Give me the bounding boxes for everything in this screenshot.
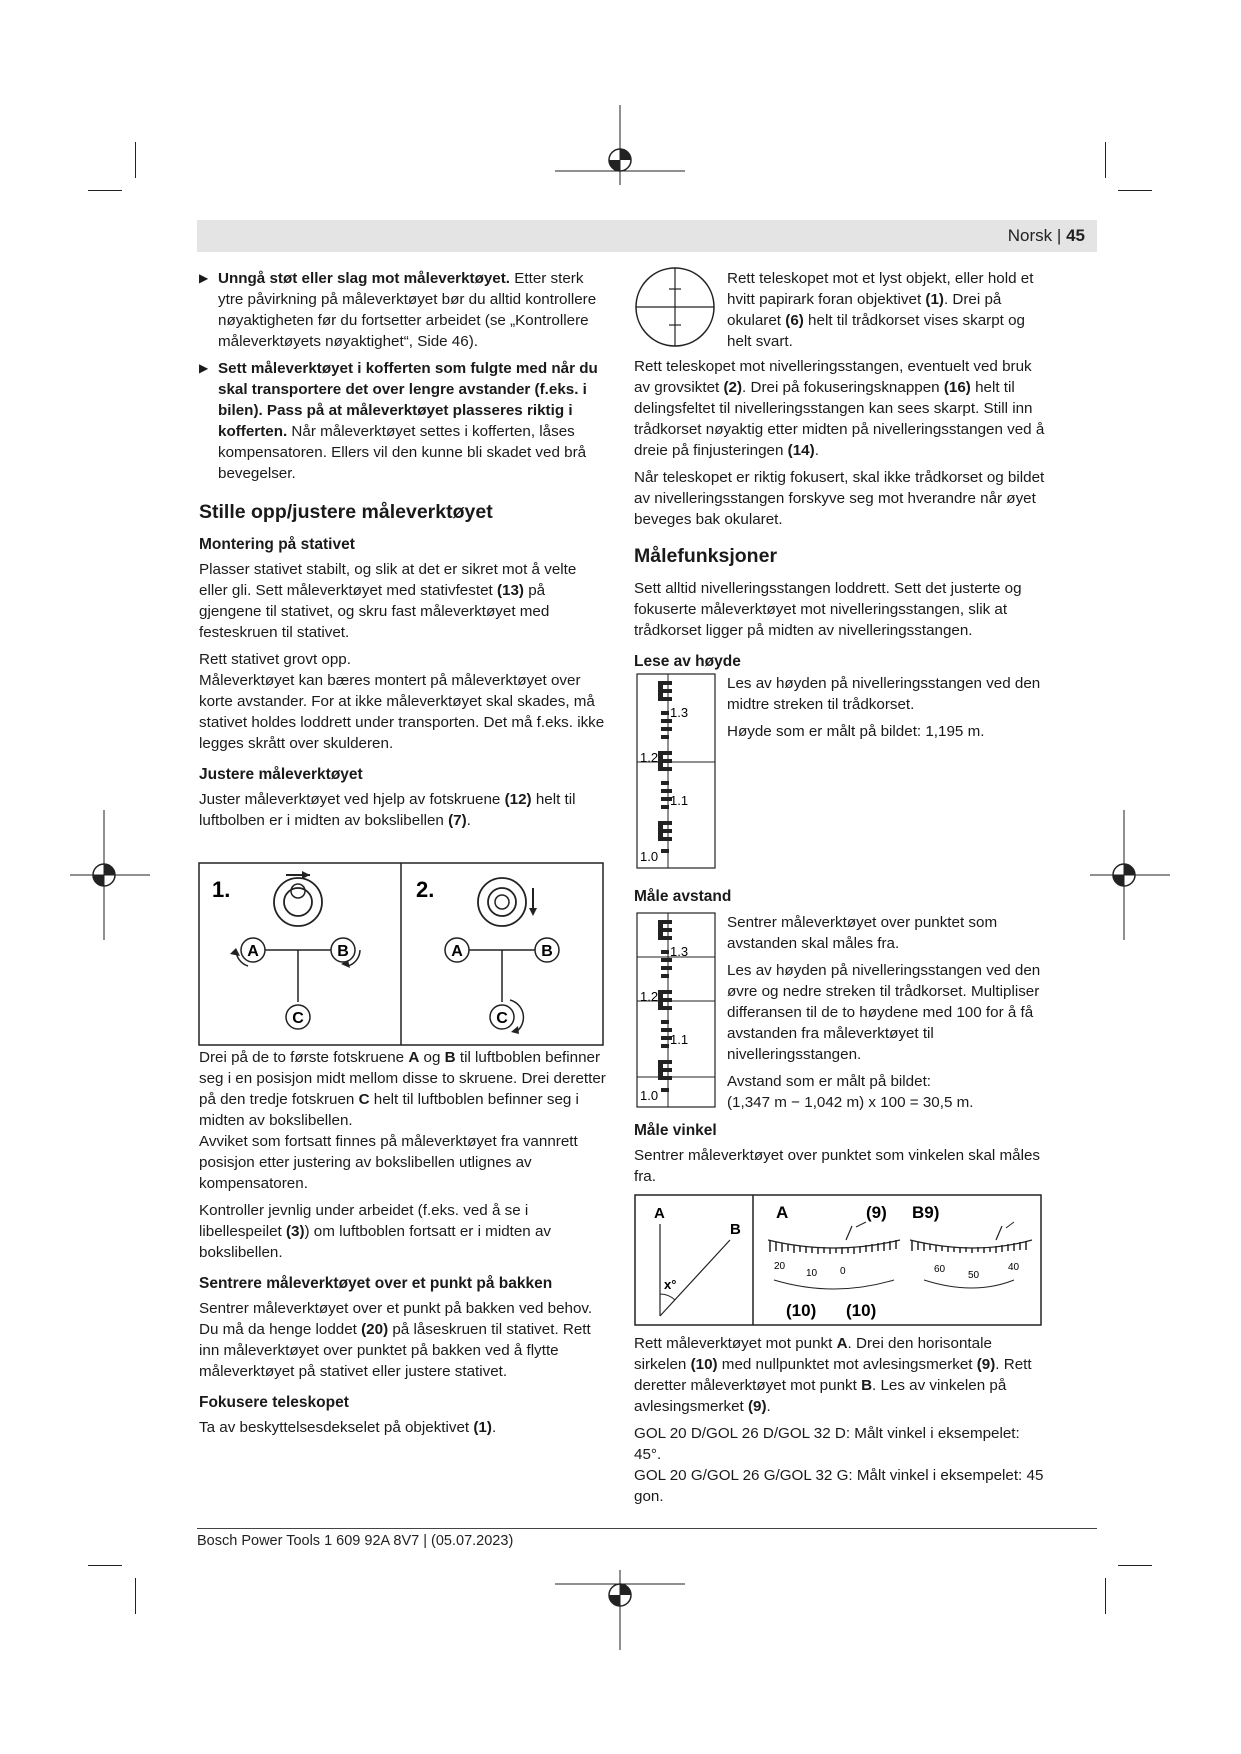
registration-mark-bottom xyxy=(555,1570,685,1650)
arrow-bullet-icon: ▶ xyxy=(199,361,209,375)
paragraph: GOL 20 G/GOL 26 G/GOL 32 G: Målt vinkel i eksempelet: 45 gon. xyxy=(634,1467,1044,1505)
right-column xyxy=(634,356,1046,676)
step-1-label: 1. xyxy=(212,877,231,902)
svg-text:B: B xyxy=(730,1221,741,1238)
registration-mark-top xyxy=(555,105,685,185)
svg-text:x°: x° xyxy=(664,1277,677,1292)
bullet-text: Etter sterk ytre påvirkning på måleverktøyet bør du alltid kontrollere nøyaktigheten før du fortsetter arbeidet (se „Kontrollere måleverktøyets nøyaktighet“, Side 46). xyxy=(218,270,597,350)
svg-text:60: 60 xyxy=(934,1264,946,1275)
svg-text:B9): B9) xyxy=(912,1203,940,1222)
crop-mark xyxy=(88,190,122,191)
paragraph: Juster måleverktøyet ved hjelp av fotskruene (12) helt til luftbolben er i midten av bokslibellen (7). xyxy=(199,791,576,829)
footer-rule xyxy=(197,1528,1097,1529)
svg-text:B: B xyxy=(541,943,553,960)
paragraph: Sentrer måleverktøyet over punktet som vinkelen skal måles fra. xyxy=(634,1147,1041,1185)
subsection-heading: Måle vinkel xyxy=(634,1122,717,1139)
leveling-figure xyxy=(198,862,604,1046)
registration-mark-left xyxy=(70,810,150,940)
svg-text:1.1: 1.1 xyxy=(670,793,689,808)
bullet-bold: Unngå støt eller slag mot måleverktøyet. xyxy=(218,270,511,287)
svg-text:1.1: 1.1 xyxy=(670,1032,689,1047)
leveling-rod-figure-distance xyxy=(636,912,716,1108)
paragraph: Drei på de to første fotskruene A og B til luftboblen befinner seg i en posisjon midt mellom disse to skruene. Drei deretter på den tredje fotskruen C helt til luftboblen befinner seg i midten av bokslibellen. xyxy=(199,1049,606,1129)
svg-text:1.2: 1.2 xyxy=(640,750,659,765)
svg-text:1.3: 1.3 xyxy=(670,944,689,959)
height-text xyxy=(727,673,1045,748)
paragraph: Sentrer måleverktøyet over et punkt på bakken ved behov. Du må da henge loddet (20) på låseskruen til stativet. Rett inn måleverktøyet over punktet på bakken ved å flytte måleverktøyet på stativet eller justere stativet. xyxy=(199,1300,593,1380)
subsection-heading: Måle avstand xyxy=(634,888,732,905)
paragraph: Kontroller jevnlig under arbeidet (f.eks. ved å se i libellespeilet (3)) om luftboblen fortsatt er i midten av bokslibellen. xyxy=(199,1202,552,1261)
subsection-heading: Montering på stativet xyxy=(199,536,355,553)
angle-text xyxy=(634,1333,1046,1513)
paragraph: Les av høyden på nivelleringsstangen ved den midtre streken til trådkorset. xyxy=(727,675,1041,713)
page-header xyxy=(197,220,1097,252)
subsection-heading: Justere måleverktøyet xyxy=(199,766,363,783)
left-column-lower xyxy=(199,1047,607,1444)
svg-text:A: A xyxy=(776,1203,789,1222)
header-section: Norsk xyxy=(1007,226,1053,245)
paragraph: Sett alltid nivelleringsstangen loddrett. Sett det justerte og fokuserte måleverktøyet mot nivelleringsstangen, slik at trådkorset ligger på midten av nivelleringsstangen. xyxy=(634,580,1022,639)
paragraph: Avstand som er målt på bildet: (1,347 m − 1,042 m) x 100 = 30,5 m. xyxy=(727,1073,974,1111)
distance-heading xyxy=(634,886,1046,911)
svg-text:1.2: 1.2 xyxy=(640,989,659,1004)
crop-mark xyxy=(1105,1578,1106,1614)
angle-figure xyxy=(634,1194,1042,1326)
svg-text:1.0: 1.0 xyxy=(640,849,659,864)
svg-text:40: 40 xyxy=(1008,1262,1020,1273)
svg-text:C: C xyxy=(496,1010,508,1027)
paragraph: Plasser stativet stabilt, og slik at det er sikret mot å velte eller gli. Sett måleverktøyet med stativfestet (13) på gjengene til stativet, og skru fast måleverktøyet med festeskruen til stativet. xyxy=(199,561,577,641)
leveling-rod-figure-height xyxy=(636,673,716,869)
svg-text:(10): (10) xyxy=(846,1301,877,1320)
crop-mark xyxy=(88,1565,122,1566)
subsection-heading: Fokusere teleskopet xyxy=(199,1394,349,1411)
crosshair-icon xyxy=(634,266,716,348)
svg-text:1.3: 1.3 xyxy=(670,705,689,720)
svg-text:20: 20 xyxy=(774,1261,786,1272)
step-2-label: 2. xyxy=(416,877,435,902)
svg-text:1.0: 1.0 xyxy=(640,1088,659,1103)
svg-text:A: A xyxy=(654,1205,665,1222)
svg-text:(9): (9) xyxy=(866,1203,887,1222)
crop-mark xyxy=(1105,142,1106,178)
section-heading: Stille opp/justere måleverktøyet xyxy=(199,501,493,523)
subsection-heading: Lese av høyde xyxy=(634,653,741,670)
header-separator: | xyxy=(1056,226,1062,245)
bullet-text: Når måleverktøyet settes i kofferten, låses kompensatoren. Ellers vil den kunne bli skadet ved brå bevegelser. xyxy=(218,423,587,482)
aim-paragraph: Rett teleskopet mot et lyst objekt, eller hold et hvitt papirark foran objektivet (1). Drei på okularet (6) helt til trådkorset vises skarpt og helt svart. xyxy=(727,270,1034,350)
svg-text:10: 10 xyxy=(806,1268,818,1279)
angle-section xyxy=(634,1120,1046,1193)
svg-text:C: C xyxy=(292,1010,304,1027)
arrow-bullet-icon: ▶ xyxy=(199,271,209,285)
footer-text: Bosch Power Tools 1 609 92A 8V7 | (05.07.2023) xyxy=(197,1533,514,1549)
paragraph: Måleverktøyet kan bæres montert på måleverktøyet over korte avstander. For at ikke måleverktøyet skal skades, må stativet holdes loddrett under transporten. Det må f.eks. ikke legges skrått over skulderen. xyxy=(199,672,605,752)
svg-text:50: 50 xyxy=(968,1270,980,1281)
registration-mark-right xyxy=(1090,810,1170,940)
paragraph: Rett stativet grovt opp. xyxy=(199,651,351,668)
crop-mark xyxy=(1118,190,1152,191)
crop-mark xyxy=(1118,1565,1152,1566)
svg-text:0: 0 xyxy=(840,1266,846,1277)
crop-mark xyxy=(135,1578,136,1614)
paragraph: Når teleskopet er riktig fokusert, skal ikke trådkorset og bildet av nivelleringsstangen forskyve seg mot hverandre når øyet beveges bak okularet. xyxy=(634,469,1045,528)
distance-text xyxy=(727,912,1045,1119)
warning-bullet xyxy=(199,358,607,484)
paragraph: Avviket som fortsatt finnes på måleverktøyet fra vannrett posisjon etter justering av bokslibellen utlignes av kompensatoren. xyxy=(199,1133,578,1192)
bullet-bold: Sett måleverktøyet i kofferten som fulgte med når du skal transportere det over lengre avstander (f.eks. i bilen). Pass på at måleverktøyet plasseres riktig i kofferten. xyxy=(218,360,598,440)
paragraph: GOL 20 D/GOL 26 D/GOL 32 D: Målt vinkel i eksempelet: 45°. xyxy=(634,1425,1020,1463)
warning-bullet xyxy=(199,268,607,352)
svg-text:B: B xyxy=(337,943,349,960)
paragraph: Rett teleskopet mot nivelleringsstangen, eventuelt ved bruk av grovsiktet (2). Drei på fokuseringsknappen (16) helt til delingsfeltet til nivelleringsstangen kan sees skarpt. Still inn trådkorset nøyaktig etter midten på nivelleringsstangen ved å dreie på finjusteringen (14). xyxy=(634,358,1045,459)
header-text xyxy=(1008,226,1085,246)
svg-text:A: A xyxy=(451,943,463,960)
page-number: 45 xyxy=(1066,226,1085,245)
paragraph: Sentrer måleverktøyet over punktet som avstanden skal måles fra. xyxy=(727,914,998,952)
paragraph: Rett måleverktøyet mot punkt A. Drei den horisontale sirkelen (10) med nullpunktet mot avlesingsmerket (9). Rett deretter måleverktøyet mot punkt B. Les av vinkelen på avlesingsmerket (9). xyxy=(634,1335,1032,1415)
subsection-heading: Sentrere måleverktøyet over et punkt på bakken xyxy=(199,1275,553,1292)
paragraph: Ta av beskyttelsesdekselet på objektivet (1). xyxy=(199,1419,497,1436)
paragraph: Les av høyden på nivelleringsstangen ved den øvre og nedre streken til trådkorset. Multipliser differansen til de to høydene med 100 for å få avstanden fra måleverktøyet til nivelleringsstangen. xyxy=(727,962,1041,1063)
section-heading: Målefunksjoner xyxy=(634,545,778,567)
left-column xyxy=(199,268,607,837)
svg-text:A: A xyxy=(247,943,259,960)
svg-text:(10): (10) xyxy=(786,1301,817,1320)
paragraph: Høyde som er målt på bildet: 1,195 m. xyxy=(727,723,985,740)
crop-mark xyxy=(135,142,136,178)
